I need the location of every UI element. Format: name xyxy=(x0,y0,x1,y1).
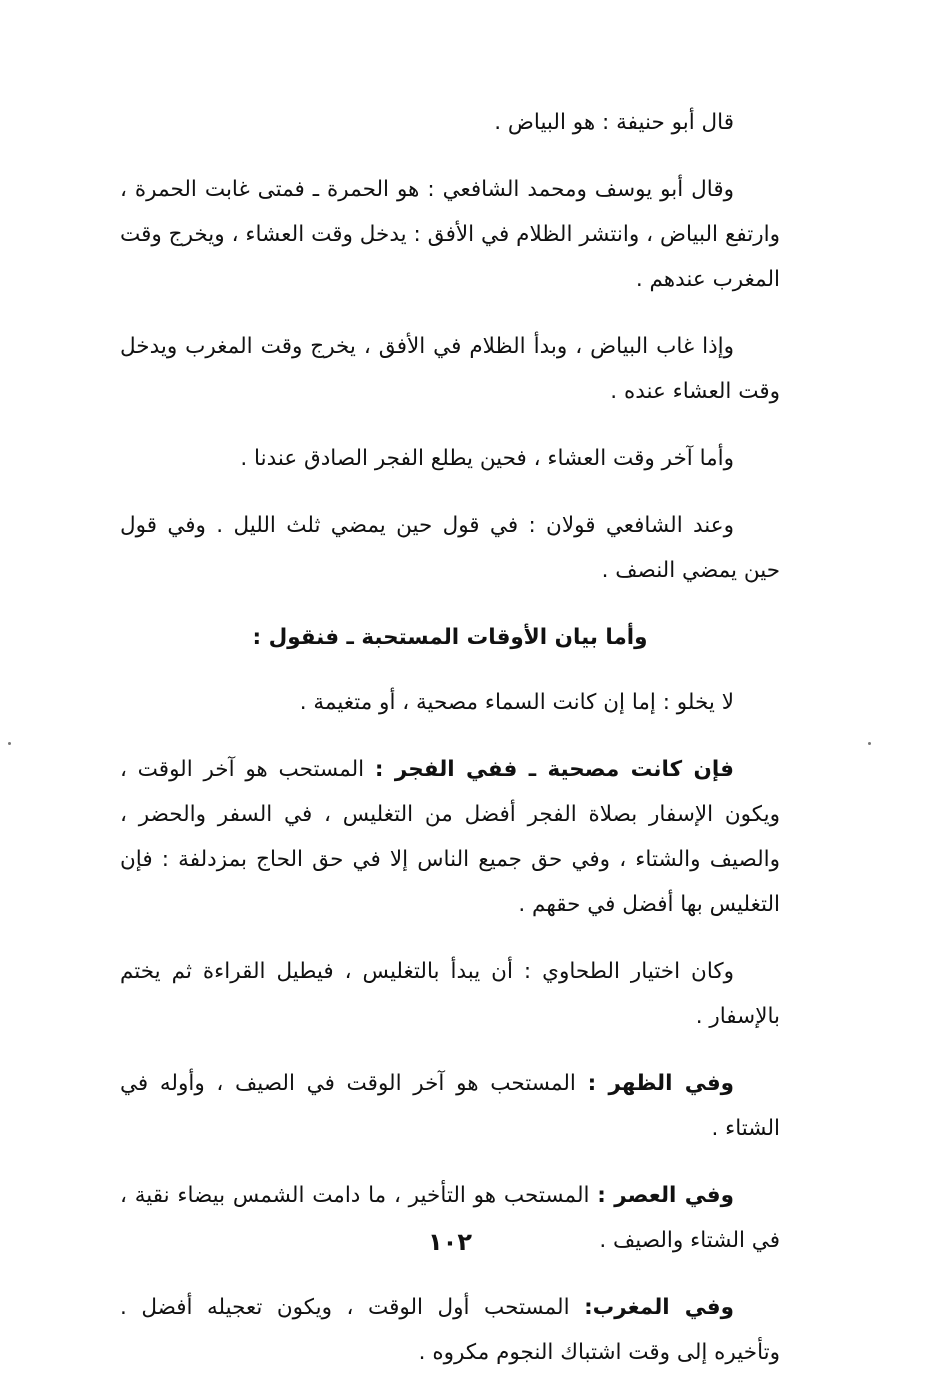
paragraph-abu-hanifa: قال أبو حنيفة : هو البياض . xyxy=(494,110,734,135)
paragraph-bayad: وإذا غاب البياض ، وبدأ الظلام في الأفق ، يخرج وقت المغرب ويدخل وقت العشاء عنده . xyxy=(120,334,780,404)
fajr-text: المستحب هو آخر الوقت ، ويكون الإسفار بصلاة الفجر أفضل من التغليس ، في السفر والحضر ، والصيف والشتاء ، وفي حق جميع الناس إلا في حق الحاج بمزدلفة : فإن التغليس بها أفضل في حقهم . xyxy=(120,757,780,917)
paragraph-intro: لا يخلو : إما إن كانت السماء مصحية ، أو متغيمة . xyxy=(299,690,734,715)
page-body xyxy=(120,100,780,1397)
paragraph-fajr xyxy=(120,747,780,927)
maghrib-text: المستحب أول الوقت ، ويكون تعجيله أفضل . وتأخيره إلى وقت اشتباك النجوم مكروه . xyxy=(120,1295,780,1365)
margin-speck-left xyxy=(8,742,11,745)
dhuhr-text: المستحب هو آخر الوقت في الصيف ، وأوله في الشتاء . xyxy=(120,1071,780,1141)
asr-lead: وفي العصر : xyxy=(597,1183,734,1208)
asr-text: المستحب هو التأخير ، ما دامت الشمس بيضاء نقية ، في الشتاء والصيف . xyxy=(120,1183,780,1253)
maghrib-lead: وفي المغرب: xyxy=(584,1295,734,1320)
paragraph-maghrib xyxy=(120,1285,780,1375)
paragraph-isha-end: وأما آخر وقت العشاء ، فحين يطلع الفجر الصادق عندنا . xyxy=(240,446,734,471)
paragraph-abu-yusuf: وقال أبو يوسف ومحمد الشافعي : هو الحمرة ـ فمتى غابت الحمرة ، وارتفع البياض ، وانتشر الظلام في الأفق : يدخل وقت العشاء ، ويخرج وقت المغرب عندهم . xyxy=(120,177,780,292)
margin-speck-right xyxy=(868,742,871,745)
section-heading: وأما بيان الأوقات المستحبة ـ فنقول : xyxy=(252,625,648,650)
paragraph-tahawi: وكان اختيار الطحاوي : أن يبدأ بالتغليس ، فيطيل القراءة ثم يختم بالإسفار . xyxy=(120,959,780,1029)
dhuhr-lead: وفي الظهر : xyxy=(587,1071,735,1096)
page-number: ١٠٢ xyxy=(428,1228,472,1256)
paragraph-dhuhr xyxy=(120,1061,780,1151)
fajr-lead: فإن كانت مصحية ـ ففي الفجر : xyxy=(374,757,734,782)
paragraph-shafii: وعند الشافعي قولان : في قول حين يمضي ثلث الليل . وفي قول حين يمضي النصف . xyxy=(120,513,780,583)
